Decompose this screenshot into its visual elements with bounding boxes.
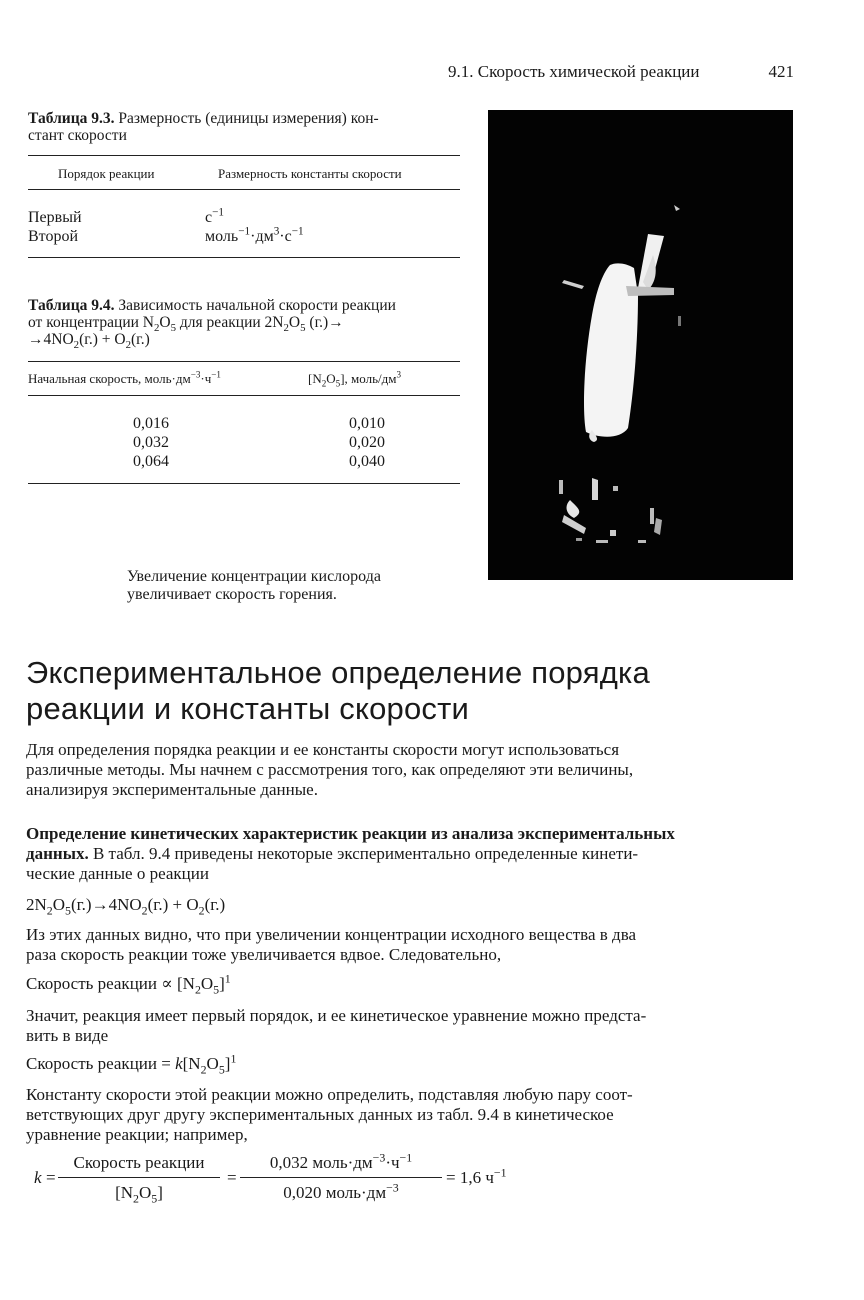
table-cell: 0,040 [349,453,385,470]
table-rule [28,395,460,396]
eq-result: = 1,6 $ч^{-1}$ [446,1165,507,1187]
column-header: $[N_2O_5]$, моль/$дм^3$ [308,369,402,389]
page-number: 421 [768,62,794,81]
paragraph: Константу скорости этой реакции можно определить, подставляя любую пару соот- ветствующих друг другу экспериментальных данных из табл. 9.4 в кинетическое уравнение реакции; например, [26,1085,633,1144]
table-9-3-caption: Таблица 9.3. Размерность (единицы измерения) кон- стант скорости [28,110,379,144]
column-header: Размерность константы скорости [218,166,402,181]
section-heading: Экспериментальное определение порядка реакции и константы скорости [26,655,650,726]
column-header: Порядок реакции [58,166,155,181]
paragraph: Значит, реакция имеет первый порядок, и ее кинетическое уравнение можно предста- вить в виде [26,1006,647,1045]
fraction-denominator: 0,020 $моль\cdot дм^{-3}$ [283,1180,399,1202]
fraction-bar [240,1177,442,1178]
table-row: Второй [28,228,79,245]
photo-caption: Увеличение концентрации кислорода увеличивает скорость горения. [127,568,381,603]
table-row: Первый [28,209,82,226]
table-cell: 0,020 [349,434,385,451]
reaction-equation: $2N_2O_5(г.)\to 4NO_2(г.) + O_2(г.)$ [26,895,226,918]
glowing-splint-illustration [488,110,793,580]
table-cell: 0,032 [133,434,169,451]
table-cell: $с^{-1}$ [205,206,225,226]
proportionality-equation: Скорость реакции ∝ $[N_2O_5]^1$ [26,971,231,997]
table-rule [28,257,460,258]
eq-symbol: = [227,1168,237,1187]
table-rule [28,189,460,190]
eq-symbol: k [34,1168,42,1187]
table-rule [28,155,460,156]
fraction-bar [58,1177,220,1178]
fraction-numerator: Скорость реакции [73,1153,205,1172]
fraction-denominator: $[N_2O_5]$ [115,1183,163,1206]
running-header [448,62,794,82]
column-header: Начальная скорость, $моль\cdot дм^{-3}\cdot ч^{-1}$ [28,369,221,386]
combustion-photo [488,110,793,580]
table-cell: 0,010 [349,415,385,432]
fraction-numerator: 0,032 $моль\cdot дм^{-3}\cdot ч^{-1}$ [269,1150,413,1172]
table-cell: 0,064 [133,453,169,470]
table-9-4-caption: Таблица 9.4. Зависимость начальной скорости реакции от концентрации $N_2O_5$ для реакции $2N_2O_5$ (г.)→ $\to 4NO_2(г.) + O_2(г.)$ [28,297,396,352]
table-cell: $моль^{-1}\cdot дм^3\cdot с^{-1}$ [205,225,304,245]
table-label: Таблица 9.3. [28,110,115,127]
paragraph: Для определения порядка реакции и ее константы скорости могут использоваться различные методы. Мы начнем с рассмотрения того, как определяют эти величины, анализируя экспериментальные данные. [26,740,634,799]
table-rule [28,361,460,362]
paragraph: Из этих данных видно, что при увеличении концентрации исходного вещества в два раза скорость реакции тоже увеличивается вдвое. Следовательно, [26,925,637,964]
eq-symbol: = [46,1168,56,1187]
table-cell: 0,016 [133,415,169,432]
rate-law-equation: Скорость реакции = $k[N_2O_5]^1$ [26,1051,237,1077]
paragraph: Определение кинетических характеристик реакции из анализа экспериментальных данных. В табл. 9.4 приведены некоторые экспериментально определенные кинети- ческие данные о реакции [26,824,675,883]
table-rule [28,483,460,484]
section-title: 9.1. Скорость химической реакции [448,62,700,81]
